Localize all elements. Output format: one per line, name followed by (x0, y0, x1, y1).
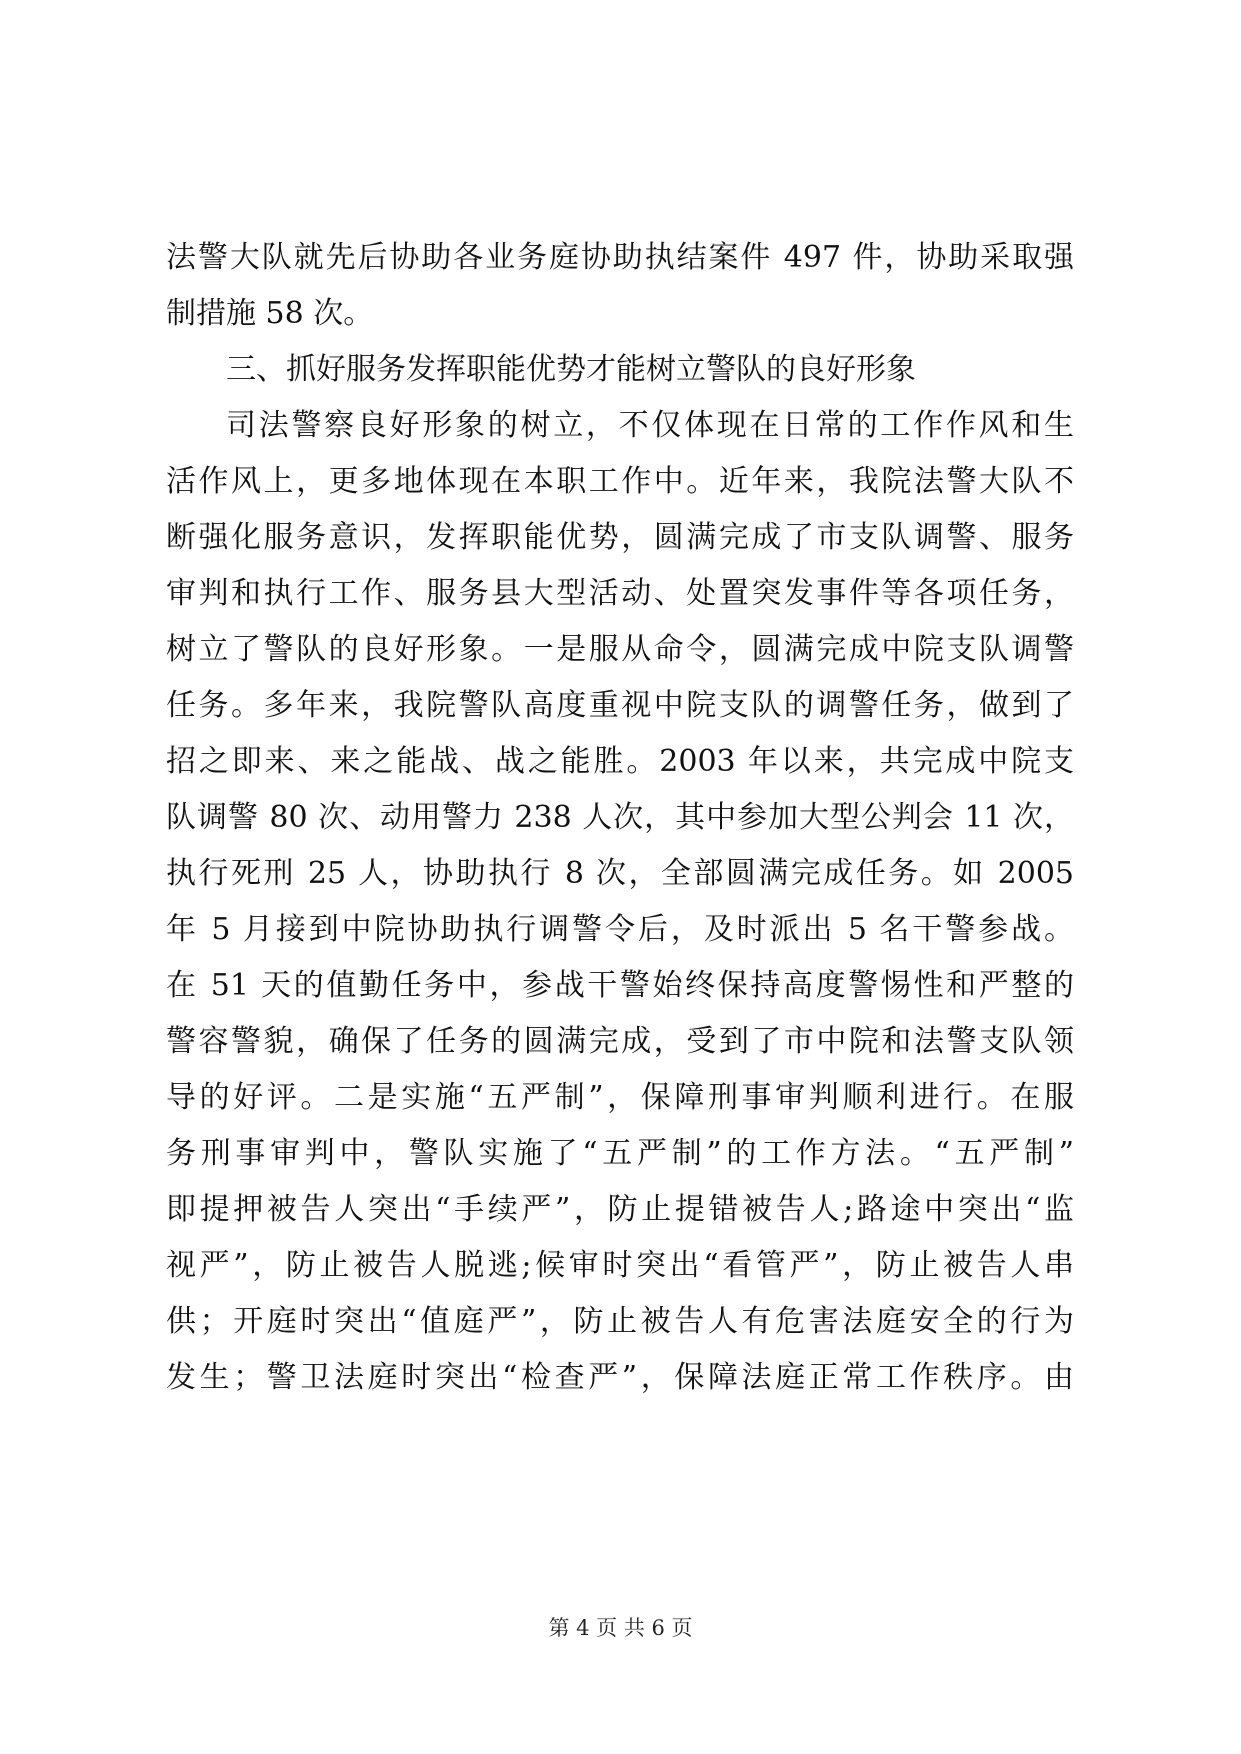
text-line-17: 务刑事审判中，警队实施了“五严制”的工作方法。“五严制” (166, 1136, 1074, 1171)
text-line-15: 警容警貌，确保了任务的圆满完成，受到了市中院和法警支队领 (166, 1024, 1074, 1059)
text-line-20: 供；开庭时突出“值庭严”，防止被告人有危害法庭安全的行为 (166, 1304, 1074, 1339)
page-number-footer: 第 4 页 共 6 页 (548, 1616, 693, 1640)
text-line-19: 视严”，防止被告人脱逃;候审时突出“看管严”，防止被告人串 (166, 1248, 1074, 1283)
text-line-8: 树立了警队的良好形象。一是服从命令，圆满完成中院支队调警 (166, 632, 1074, 667)
text-line-10: 招之即来、来之能战、战之能胜。2003 年以来，共完成中院支 (166, 744, 1074, 779)
text-line-12: 执行死刑 25 人，协助执行 8 次，全部圆满完成任务。如 2005 (166, 856, 1074, 891)
text-line-18: 即提押被告人突出“手续严”，防止提错被告人;路途中突出“监 (166, 1192, 1074, 1227)
text-line-13: 年 5 月接到中院协助执行调警令后，及时派出 5 名干警参战。 (166, 912, 1074, 947)
section-heading: 三、抓好服务发挥职能优势才能树立警队的良好形象 (226, 352, 916, 387)
text-line-4: 司法警察良好形象的树立，不仅体现在日常的工作作风和生 (226, 408, 1074, 443)
text-line-14: 在 51 天的值勤任务中，参战干警始终保持高度警惕性和严整的 (166, 968, 1074, 1003)
text-line-11: 队调警 80 次、动用警力 238 人次，其中参加大型公判会 11 次， (166, 800, 1074, 835)
text-line-9: 任务。多年来，我院警队高度重视中院支队的调警任务，做到了 (166, 688, 1074, 723)
text-line-6: 断强化服务意识，发挥职能优势，圆满完成了市支队调警、服务 (166, 520, 1074, 555)
text-line-16: 导的好评。二是实施“五严制”，保障刑事审判顺利进行。在服 (166, 1080, 1074, 1115)
text-line-7: 审判和执行工作、服务县大型活动、处置突发事件等各项任务， (166, 576, 1074, 611)
text-line-5: 活作风上，更多地体现在本职工作中。近年来，我院法警大队不 (166, 464, 1074, 499)
text-line-2: 制措施 58 次。 (166, 296, 374, 331)
text-line-21: 发生；警卫法庭时突出“检查严”，保障法庭正常工作秩序。由 (166, 1360, 1074, 1395)
text-line-1: 法警大队就先后协助各业务庭协助执结案件 497 件，协助采取强 (166, 240, 1074, 275)
